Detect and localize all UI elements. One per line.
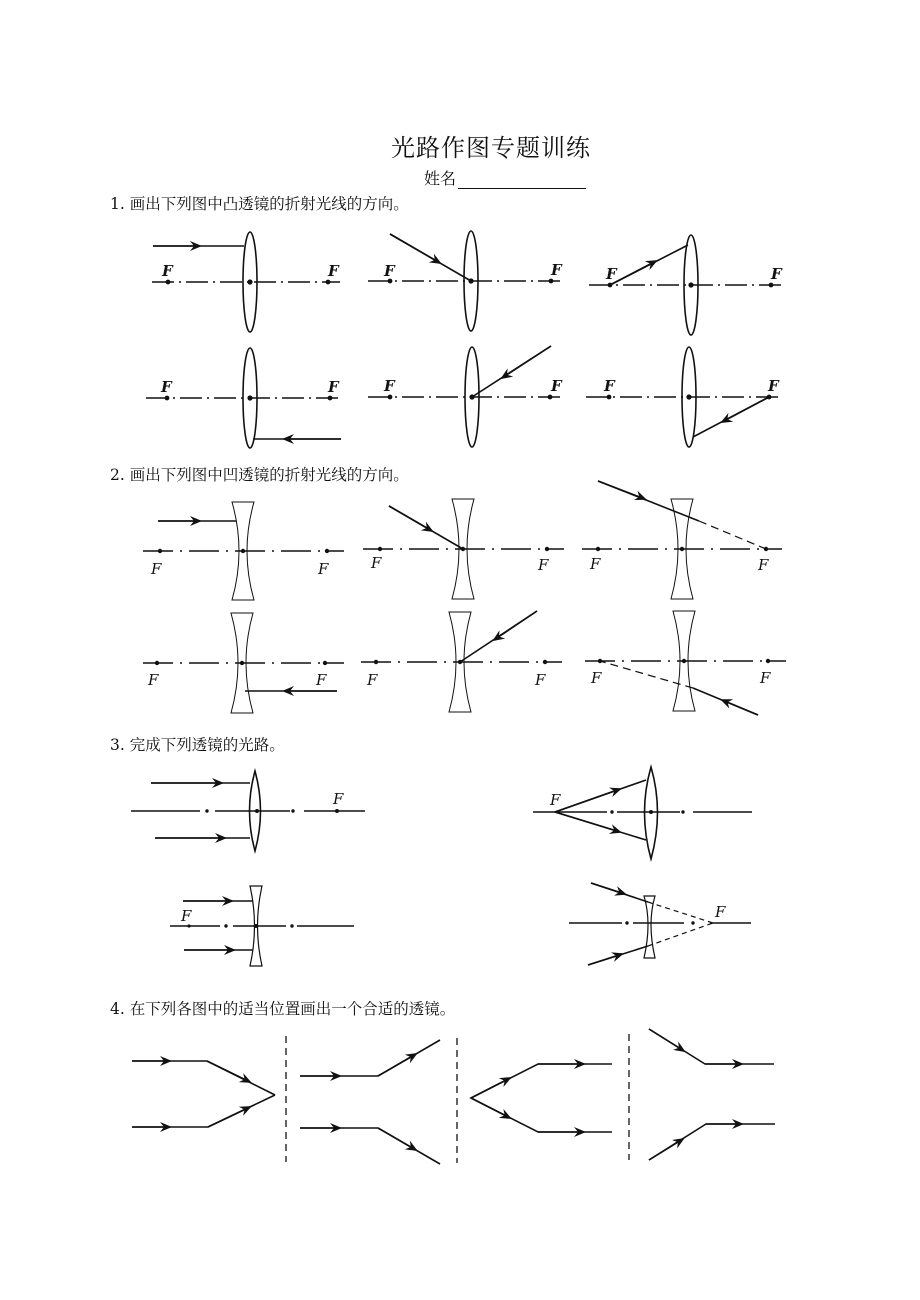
svg-text:F: F: [551, 377, 562, 395]
svg-text:F: F: [384, 262, 395, 280]
question-number: 1.: [110, 195, 125, 213]
svg-text:F: F: [758, 556, 769, 574]
q1-fig-1: [152, 232, 340, 332]
svg-text:F: F: [551, 261, 562, 279]
svg-text:F: F: [328, 262, 339, 280]
svg-text:F: F: [715, 903, 726, 921]
svg-text:F: F: [151, 560, 162, 578]
q2-fig-6: [585, 611, 786, 715]
q2-fig-4: [143, 613, 344, 713]
svg-text:F: F: [148, 671, 159, 689]
svg-text:F: F: [604, 377, 615, 395]
question-number: 4.: [110, 1000, 125, 1018]
svg-text:F: F: [367, 671, 378, 689]
q4-fig-3: [471, 1064, 612, 1132]
svg-text:F: F: [162, 262, 173, 280]
svg-text:F: F: [550, 791, 561, 809]
svg-text:F: F: [606, 265, 617, 283]
svg-text:F: F: [591, 669, 602, 687]
q4-fig-4: [649, 1029, 775, 1160]
svg-text:F: F: [371, 554, 382, 572]
svg-text:F: F: [161, 378, 172, 396]
svg-text:F: F: [760, 669, 771, 687]
svg-text:F: F: [771, 265, 782, 283]
svg-text:F: F: [384, 377, 395, 395]
question-text: 画出下列图中凹透镜的折射光线的方向。: [129, 466, 409, 484]
svg-text:F: F: [333, 790, 344, 808]
q4-fig-1: [132, 1061, 275, 1127]
q1-fig-5: [368, 346, 563, 447]
question-number: 3.: [110, 736, 125, 754]
svg-text:F: F: [328, 378, 339, 396]
q3-fig-4: [569, 883, 751, 965]
q1-fig-4: [146, 348, 341, 448]
svg-text:F: F: [538, 556, 549, 574]
svg-text:F: F: [590, 555, 601, 573]
question-text: 完成下列透镜的光路。: [129, 736, 285, 754]
q1-fig-3: [589, 235, 782, 335]
question-number: 2.: [110, 466, 125, 484]
name-label: 姓名: [424, 169, 457, 188]
q4-fig-2: [300, 1040, 440, 1164]
svg-text:F: F: [318, 560, 329, 578]
question-text: 画出下列图中凸透镜的折射光线的方向。: [129, 195, 409, 213]
q2-fig-3: [582, 481, 782, 599]
q3-fig-3: [170, 886, 354, 966]
q2-fig-5: [361, 611, 562, 712]
svg-text:F: F: [535, 671, 546, 689]
svg-text:F: F: [181, 907, 192, 925]
concave-lens-icon: [644, 896, 655, 958]
focus-labels: [147, 261, 783, 925]
svg-text:F: F: [768, 377, 779, 395]
q2-fig-1: [143, 502, 344, 600]
q3-fig-1: [131, 771, 365, 851]
question-text: 在下列各图中的适当位置画出一个合适的透镜。: [129, 1000, 456, 1018]
page-title: 光路作图专题训练: [391, 134, 591, 162]
q1-fig-6: [586, 347, 780, 447]
svg-text:F: F: [316, 671, 327, 689]
q1-fig-2: [368, 231, 563, 331]
q3-fig-2: [533, 767, 752, 859]
q2-fig-2: [363, 499, 564, 599]
